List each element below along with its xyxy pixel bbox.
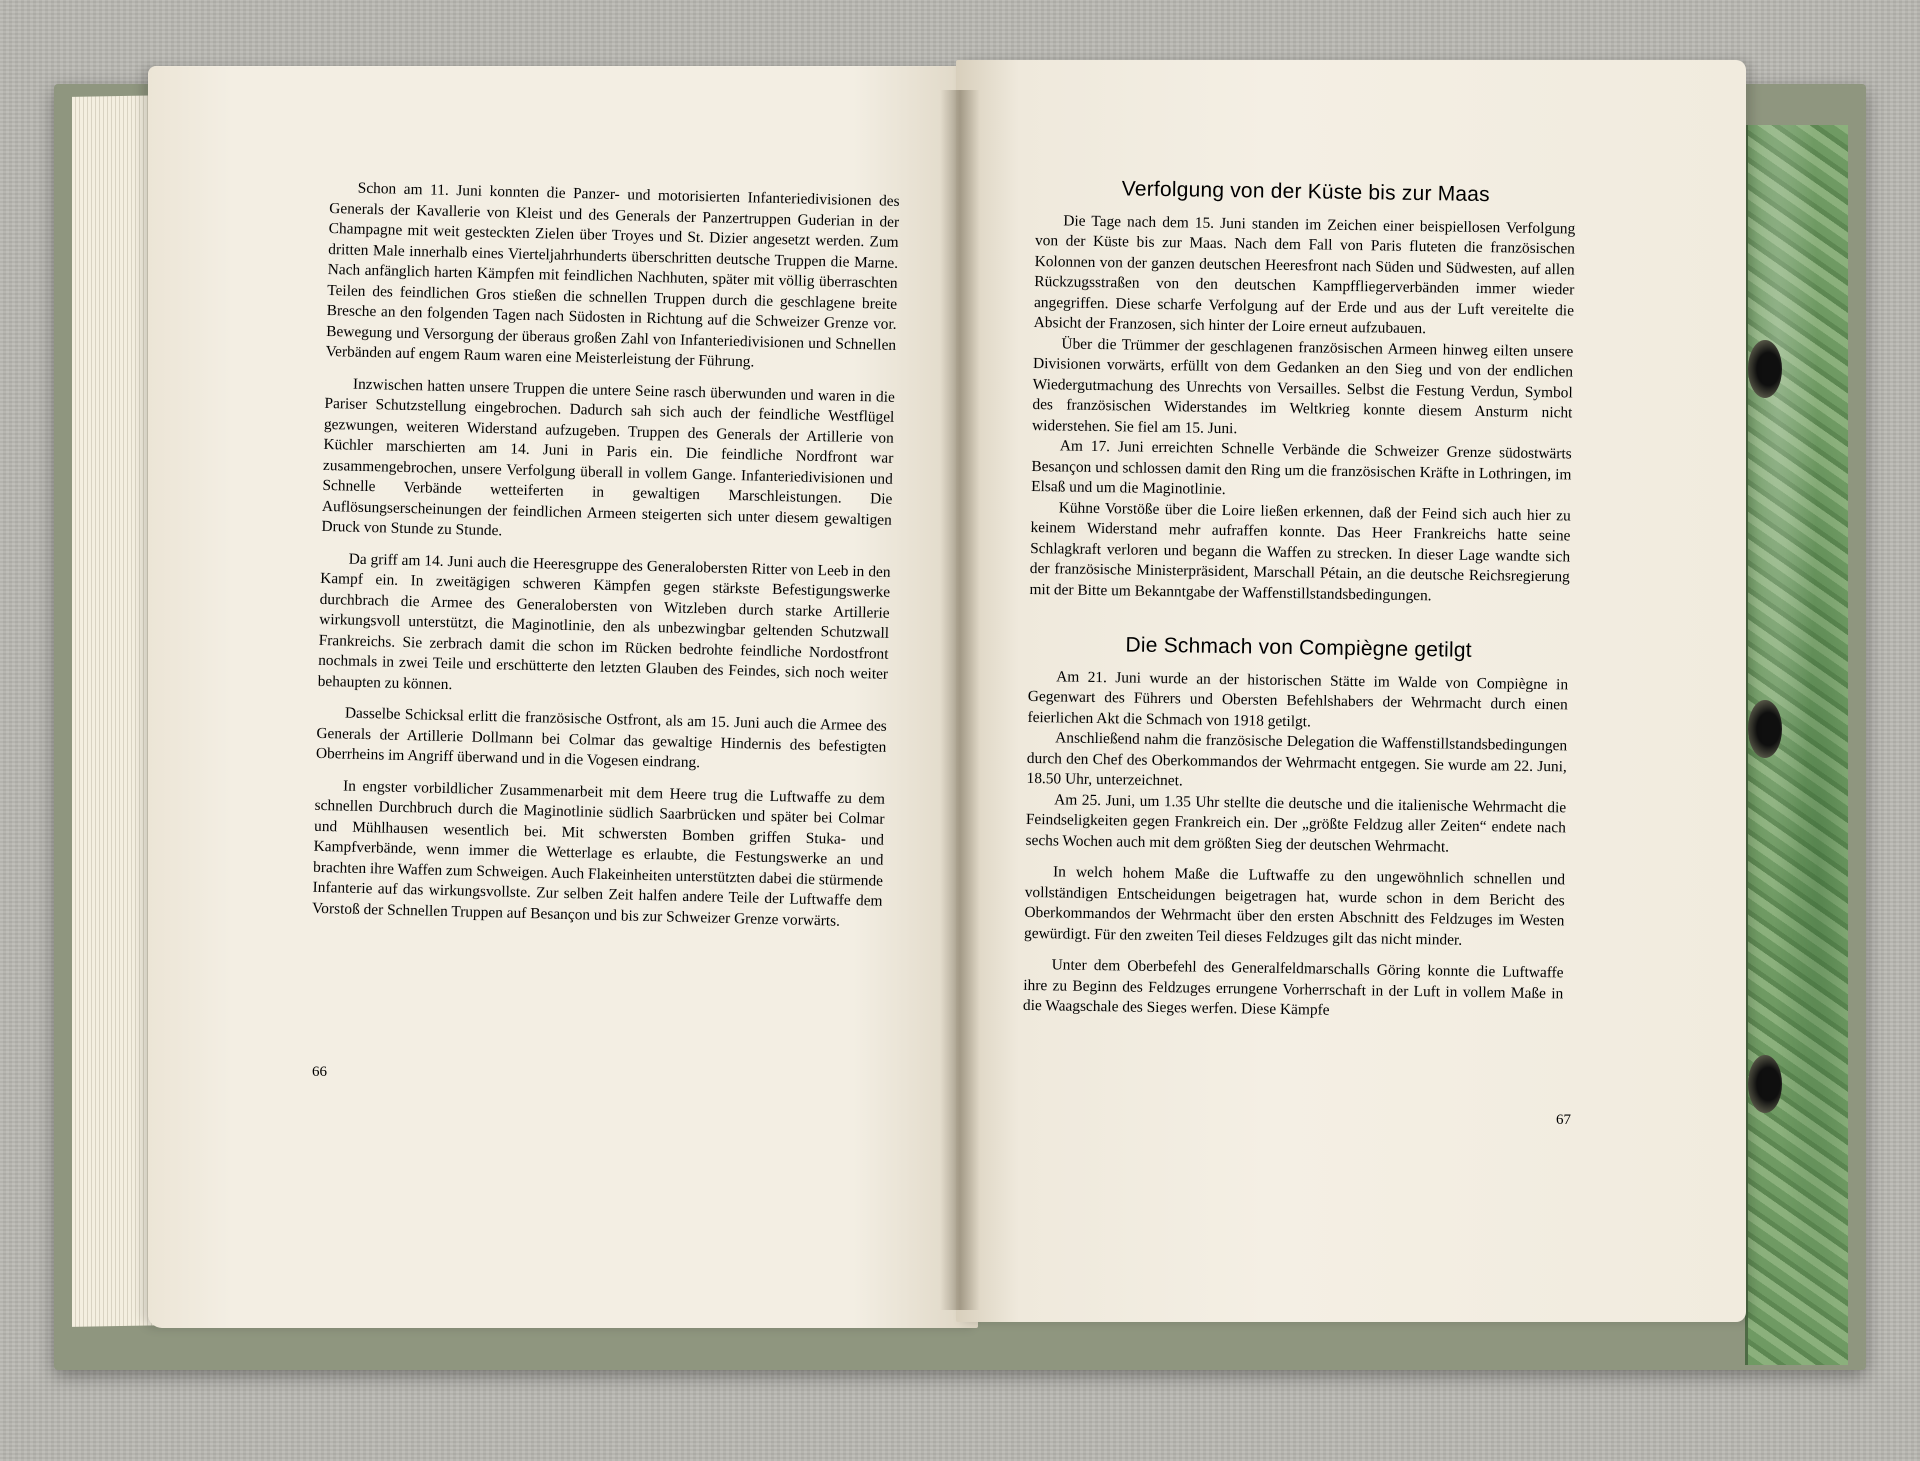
book-gutter (940, 90, 980, 1310)
paragraph: Schon am 11. Juni konnten die Panzer- und motorisierten Infanteriedivisionen des Generals der Kavallerie von Kleist und des Generals der Panzertruppen Guderian in der Champagne mit weit gesteckten Zielen über Troyes und St. Dizier angesetzt werden. Zum dritten Male innerhalb eines Vierteljahrhunderts überschritten deutsche Truppen die Marne. Nach anfänglich harten Kämpfen mit feindlichen Nachhuten, später mit völlig überraschten Teilen des feindlichen Gros stießen die schnellen Truppen durch die geschlagene breite Bresche an den folgenden Tagen nach Südosten in Richtung auf die Schweizer Grenze vor. Bewegung und Versorgung der überaus großen Zahl von Infanteriedivisionen und Schnellen Verbänden auf engem Raum waren eine Meisterleistung der Führung. (325, 179, 900, 371)
right-page-text (1023, 178, 1576, 1036)
paragraph: Dasselbe Schicksal erlitt die französische Ostfront, als am 15. Juni auch die Armee des Generals der Artillerie Dollmann bei Colmar das gewaltige Hindernis des befestigten Oberrheins im Angriff überwand und in die Vogesen eindrang. (315, 704, 887, 772)
section-heading: Die Schmach von Compiègne getilgt (1125, 633, 1472, 662)
section-heading: Verfolgung von der Küste bis zur Maas (1121, 177, 1491, 207)
paragraph: Die Tage nach dem 15. Juni standen im Zeichen einer beispiellosen Verfolgung von der Küste bis zur Maas. Nach dem Fall von Paris fluteten die französischen Kolonnen von der ganzen deutschen Heeresfront nach Süden und Südwesten, auf allen Rückzugsstraßen von den deutschen Kampffliegerverbänden immer wieder angegriffen. Diese scharfe Verfolgung auf der Erde und aus der Luft vereitelte die Absicht der Franzosen, sich hinter der Loire erneut aufzubauen. (1033, 211, 1576, 338)
left-page-text (312, 178, 900, 944)
paragraph: Anschließend nahm die französische Delegation die Waffenstillstandsbedingungen durch den Chef des Oberkommandos der Wehrmacht entgegen. Sie wurde am 22. Juni, 18.50 Uhr, unterzeichnet. (1026, 729, 1568, 790)
binding-hole (1748, 340, 1782, 398)
paragraph: In welch hohem Maße die Luftwaffe zu den ungewöhnlich schnellen und vollständigen Entscheidungen beigetragen hat, wurde schon in dem Bericht des Oberkommandos der Wehrmacht über den ersten Abschnitt des Feldzuges im Westen gewürdigt. Für den zweiten Teil dieses Feldzuges gilt das nicht minder. (1024, 863, 1566, 949)
page-number-right: 67 (1556, 1112, 1571, 1128)
paragraph: Am 21. Juni wurde an der historischen Stätte im Walde von Compiègne in Gegenwart des Führers und Obersten Befehlshabers der Wehrmacht durch einen feierlichen Akt die Schmach von 1918 getilgt. (1027, 667, 1569, 730)
paragraph: Am 25. Juni, um 1.35 Uhr stellte die deutsche und die italienische Wehrmacht die Feindseligkeiten gegen Frankreich ein. Der „größte Feldzug aller Zeiten“ endete nach sechs Wochen auch mit dem größten Sieg der deutschen Wehrmacht. (1025, 790, 1567, 856)
paragraph: Inzwischen hatten unsere Truppen die untere Seine rasch überwunden und waren in die Pariser Schutzstellung eingebrochen. Dadurch sah sich auch der feindliche Westflügel gezwungen, weiteren Widerstand aufzugeben. Truppen des Generals der Artillerie von Küchler marschierten am 14. Juni in Paris ein. Die feindliche Nordfront war zusammengebrochen, unsere Verfolgung überall in vollem Gange. Infanteriedivisionen und Schnelle Verbände wetteiferten in gewaltigen Marschleistungen. Die Auflösungserscheinungen der feindlichen Armeen steigerten sich unter diesem gewaltigen Druck von Stunde zu Stunde. (321, 375, 896, 540)
paragraph: Kühne Vorstöße über die Loire ließen erkennen, daß der Feind sich auch hier zu keinem Widerstand mehr aufraffen konnte. Das Heer Frankreichs hatte seine Schlagkraft verloren und begann die Waffen zu strecken. In dieser Lage wandte sich der französische Ministerpräsident, Marschall Pétain, an die deutsche Reichsregierung mit der Bitte um Bekanntgabe der Waffenstillstandsbedingungen. (1029, 498, 1571, 604)
paragraph: Da griff am 14. Juni auch die Heeresgruppe des Generalobersten Ritter von Leeb in den Kampf ein. In zweitägigen schweren Kämpfen gegen stärkste Befestigungswerke durchbrach die Armee des Generalobersten von Witzleben durch starke Artillerie wirkungsvoll unterstützt, die Maginotlinie, den als unbezwingbar geltenden Schutzwall Frankreichs. Sie zerbrach damit die schon im Rücken bedrohte feindliche Nordostfront nochmals in zwei Teile und erschütterte den letzten Glauben des Feindes, sich noch weiter behaupten zu können. (317, 550, 891, 693)
paragraph: Am 17. Juni erreichten Schnelle Verbände die Schweizer Grenze südostwärts Besançon und schlossen damit den Ring um die französischen Kräfte in Lothringen, im Elsaß und um die Maginotlinie. (1031, 437, 1572, 499)
paragraph: Unter dem Oberbefehl des Generalfeldmarschalls Göring konnte die Luftwaffe ihre zu Beginn des Feldzuges errungene Vorherrschaft in der Luft in vollem Maße in die Waagschale des Sieges werfen. Diese Kämpfe (1022, 956, 1564, 1019)
binding-hole (1748, 700, 1782, 758)
paragraph: In engster vorbildlicher Zusammenarbeit mit dem Heere trug die Luftwaffe zu dem schnellen Durchbruch durch die Maginotlinie südlich Saarbrücken und später bei Colmar und Mühlhausen wesentlich bei. Mit schwersten Bomben griffen Stuka- und Kampfverbände, wenn immer die Wetterlage es erlaubte, die Festungswerke an und brachten ihre Waffen zum Schweigen. Auch Flakeinheiten unterstützten dabei die stürmende Infanterie auf das wirkungsvollste. Zur selben Zeit halfen andere Teile der Luftwaffe dem Vorstoß der Schnellen Truppen auf Besançon und bis zur Schweizer Grenze vorwärts. (311, 777, 886, 930)
binding-hole (1748, 1055, 1782, 1113)
paragraph: Über die Trümmer der geschlagenen französischen Armeen hinweg eilten unsere Divisionen vorwärts, erfüllt von dem Gedanken an den Sieg und von der endlichen Wiedergutmachung des Unrechts von Versailles. Selbst die Festung Verdun, Symbol des französischen Widerstandes im Weltkrieg konnte diesem Ansturm nicht widerstehen. Sie fiel am 15. Juni. (1031, 334, 1574, 437)
page-number-left: 66 (312, 1064, 327, 1080)
